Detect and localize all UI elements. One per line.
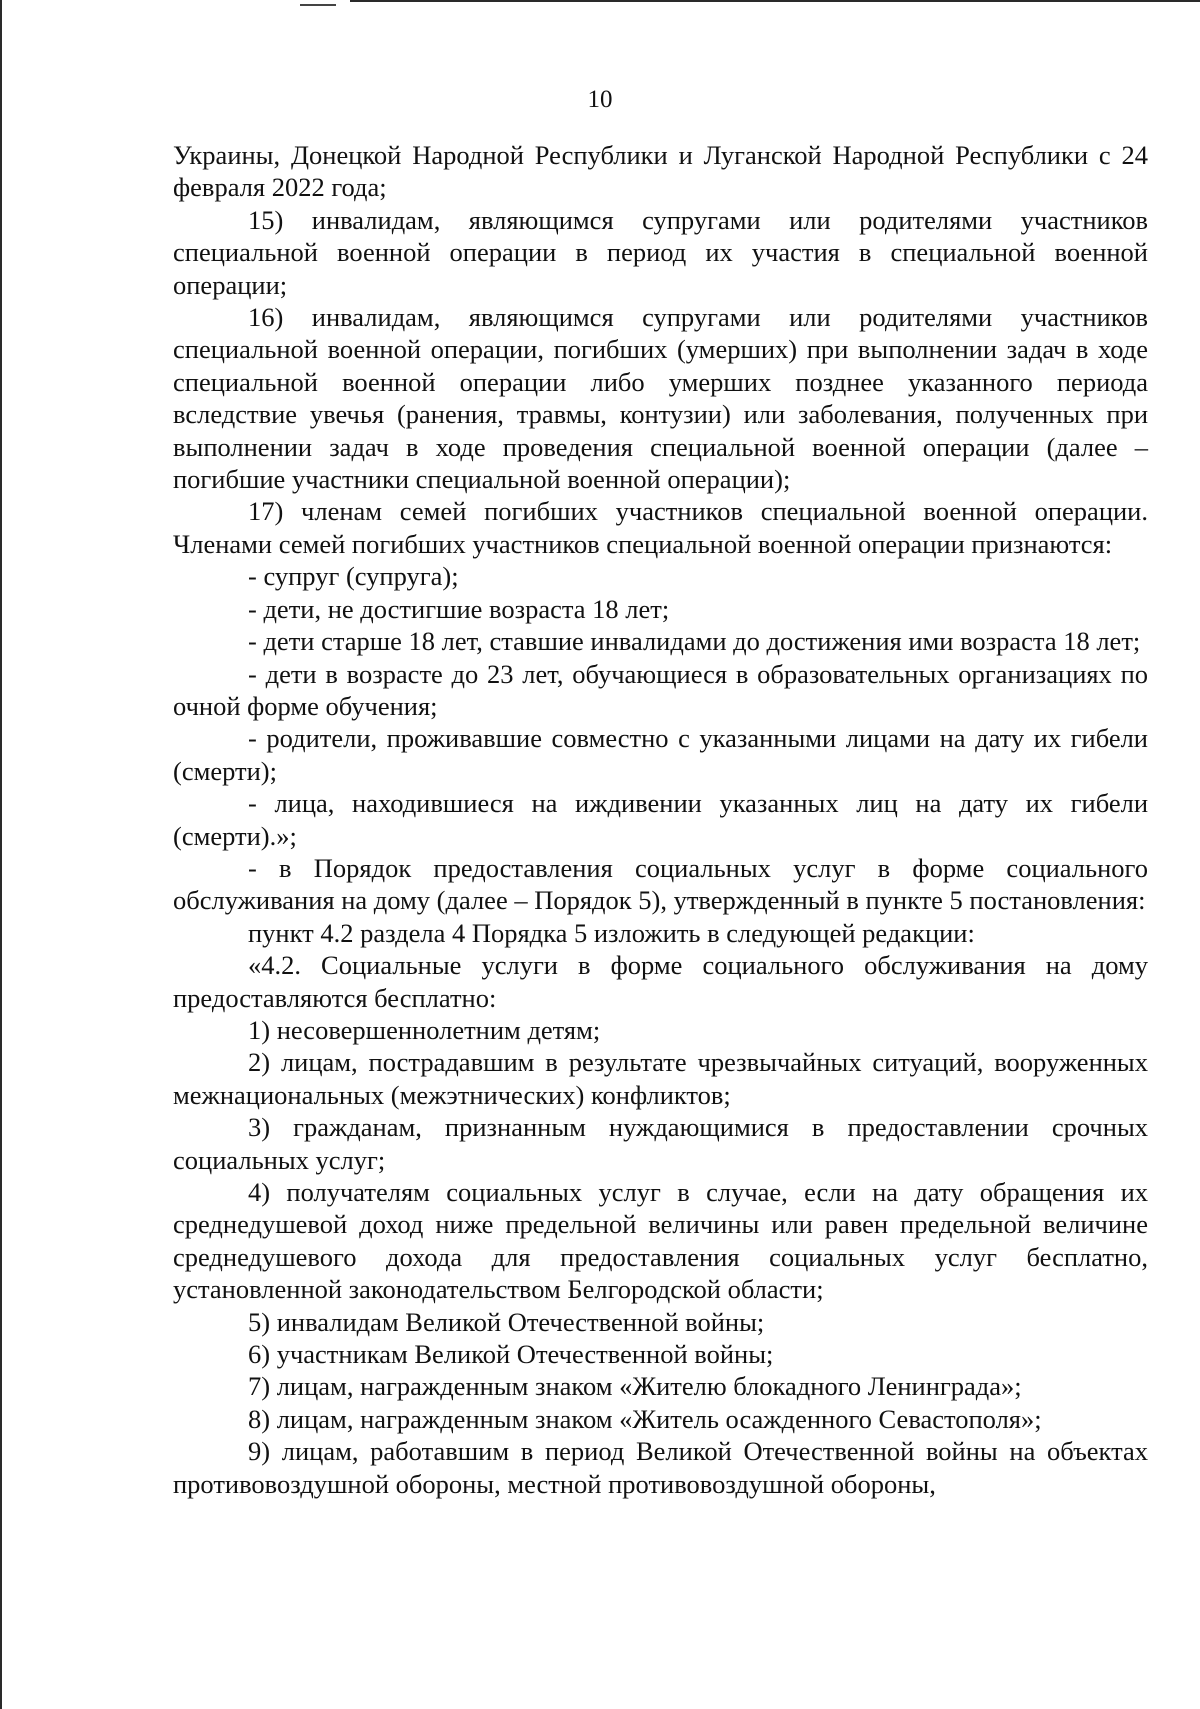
list-item: - дети в возрасте до 23 лет, обучающиеся в образовательных организациях по очной форме обучения; <box>173 658 1148 721</box>
document-body <box>173 139 1148 1500</box>
list-item: 9) лицам, работавшим в период Великой Отечественной войны на объектах противовоздушной обороны, местной противовоздушной обороны, <box>173 1436 1148 1499</box>
scan-mark <box>300 4 336 6</box>
list-item: - дети, не достигшие возраста 18 лет; <box>248 593 670 624</box>
list-item: 4) получателям социальных услуг в случае, если на дату обращения их среднедушевой доход ниже предельной величины или равен предельной величине среднедушевого дохода для предоставления социальных услуг бесплатно, установленной законодательством Белгородской области; <box>173 1177 1148 1305</box>
list-item: 3) гражданам, признанным нуждающимися в предоставлении срочных социальных услуг; <box>173 1112 1148 1175</box>
list-item: 1) несовершеннолетним детям; <box>248 1014 601 1045</box>
list-item: - лица, находившиеся на иждивении указанных лиц на дату их гибели (смерти).»; <box>173 788 1148 851</box>
list-item: 2) лицам, пострадавшим в результате чрезвычайных ситуаций, вооруженных межнациональных (межэтнических) конфликтов; <box>173 1047 1148 1110</box>
paragraph: пункт 4.2 раздела 4 Порядка 5 изложить в следующей редакции: <box>248 917 975 948</box>
scan-top-edge <box>350 0 1200 2</box>
list-item: - супруг (супруга); <box>248 561 459 592</box>
paragraph: 17) членам семей погибших участников специальной военной операции. Членами семей погибших участников специальной военной операции признаются: <box>173 496 1148 559</box>
paragraph: - в Порядок предоставления социальных услуг в форме социального обслуживания на дому (далее – Порядок 5), утвержденный в пункте 5 постановления: <box>173 852 1148 916</box>
list-item: 6) участникам Великой Отечественной войны; <box>248 1339 774 1370</box>
list-item: - родители, проживавшие совместно с указанными лицами на дату их гибели (смерти); <box>173 723 1148 786</box>
page-number: 10 <box>587 86 613 113</box>
list-item: - дети старше 18 лет, ставшие инвалидами до достижения ими возраста 18 лет; <box>248 626 1141 657</box>
paragraph: 15) инвалидам, являющимся супругами или родителями участников специальной военной операции в период их участия в специальной военной операции; <box>173 204 1148 300</box>
paragraph: «4.2. Социальные услуги в форме социального обслуживания на дому предоставляются бесплатно: <box>173 950 1148 1013</box>
list-item: 7) лицам, награжденным знаком «Жителю блокадного Ленинграда»; <box>248 1371 1022 1402</box>
list-item: 5) инвалидам Великой Отечественной войны; <box>248 1306 765 1337</box>
paragraph: 16) инвалидам, являющимся супругами или родителями участников специальной военной операции, погибших (умерших) при выполнении задач в ходе специальной военной операции либо умерших позднее указанного периода вследствие увечья (ранения, травмы, контузии) или заболевания, полученных при выполнении задач в ходе проведения специальной военной операции (далее – погибшие участники специальной военной операции); <box>173 302 1148 495</box>
list-item: 8) лицам, награжденным знаком «Житель осажденного Севастополя»; <box>248 1403 1042 1434</box>
scan-left-edge <box>0 0 2 1709</box>
paragraph: Украины, Донецкой Народной Республики и Луганской Народной Республики с 24 февраля 2022 года; <box>173 140 1148 203</box>
